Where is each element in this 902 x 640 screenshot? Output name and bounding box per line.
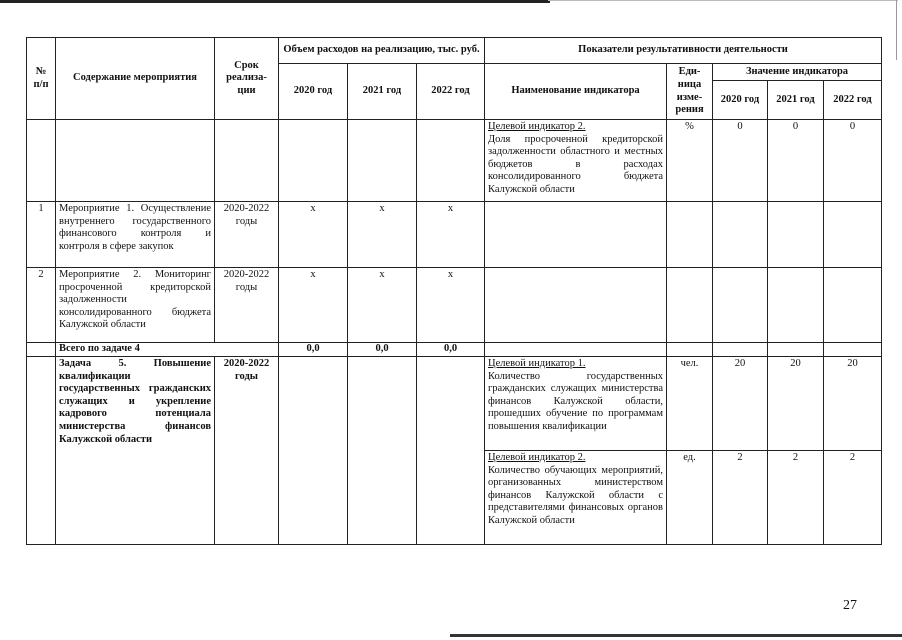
unit-header: Еди-ница изме-рения (667, 64, 713, 120)
exp-2020-header: 2020 год (279, 64, 348, 120)
table-row-total (27, 343, 882, 357)
value-cell: 2 (713, 451, 768, 545)
indicator-year-headers (713, 81, 881, 119)
val-2022-header: 2022 год (823, 81, 881, 119)
val-2020-header: 2020 год (720, 93, 760, 105)
header-row-1 (27, 38, 882, 64)
indicator-cell (485, 451, 667, 545)
value-cell: 2 (823, 451, 881, 545)
indicator-name-header: Наименование индикатора (485, 64, 667, 120)
indicators-group-header: Показатели результативности деятельности (485, 38, 882, 64)
task-content: Задача 5. Повышение квалификации государственных гражданских служащих и укрепление кадрового потенциала министерства финансов Калужской области (56, 357, 215, 545)
scan-edge-top-faint (548, 0, 898, 1)
unit-cell: ед. (667, 451, 713, 545)
value-cell: 0 (713, 120, 768, 202)
col-term-header: Срок реализа-ции (215, 38, 279, 120)
indicator-value-title: Значение индикатора (713, 64, 881, 81)
table-row-continuation (27, 120, 882, 202)
exp-2022-header: 2022 год (417, 64, 485, 120)
indicator-text: Количество обучающих мероприятий, организованных министерством финансов Калужской области с представителями финансовых органов Калужской области (488, 464, 663, 526)
value-cell: 2 (767, 451, 823, 545)
task-term: 2020-2022 годы (215, 357, 279, 545)
measure-content: Мероприятие 1. Осуществление внутреннего государственного финансового контроля и контроля в сфере закупок (56, 202, 215, 268)
col-content-header: Содержание мероприятия (56, 38, 215, 120)
indicator-title: Целевой индикатор 1. (488, 358, 586, 369)
expenses-group-header: Объем расходов на реализацию, тыс. руб. (279, 38, 485, 64)
page-number: 27 (843, 598, 857, 613)
table-row-task5-ind1 (27, 357, 882, 451)
unit-cell: % (667, 120, 713, 202)
indicator-title: Целевой индикатор 2. (488, 452, 586, 463)
expense-cell: х (348, 268, 417, 343)
total-label: Всего по задаче 4 (56, 343, 279, 357)
val-2021-header: 2021 год (767, 81, 823, 119)
expense-cell: х (279, 202, 348, 268)
indicator-text: Количество государственных гражданских служащих министерства финансов Калужской области, прошедших обучение по программам повышения квалификации (488, 370, 663, 432)
value-cell: 0 (767, 120, 823, 202)
measure-term: 2020-2022 годы (215, 268, 279, 343)
indicator-cell (485, 357, 667, 451)
scan-edge-right (896, 0, 897, 60)
expense-cell: х (348, 202, 417, 268)
total-cell: 0,0 (279, 343, 348, 357)
expense-cell: х (417, 202, 485, 268)
table-row-1 (27, 202, 882, 268)
indicator-value-header (713, 64, 882, 120)
measure-term: 2020-2022 годы (215, 202, 279, 268)
scan-edge-bottom (450, 634, 902, 637)
value-cell: 20 (767, 357, 823, 451)
value-cell: 0 (823, 120, 881, 202)
row-number: 2 (27, 268, 56, 343)
scan-edge-top (0, 0, 550, 3)
row-number: 1 (27, 202, 56, 268)
table-row-2 (27, 268, 882, 343)
unit-cell: чел. (667, 357, 713, 451)
program-table (26, 37, 882, 545)
expense-cell: х (279, 268, 348, 343)
value-cell: 20 (823, 357, 881, 451)
value-cell: 20 (713, 357, 768, 451)
col-num-header: № п/п (27, 38, 56, 120)
indicator-cell (485, 120, 667, 202)
total-cell: 0,0 (348, 343, 417, 357)
exp-2021-header: 2021 год (348, 64, 417, 120)
indicator-title: Целевой индикатор 2. (488, 121, 586, 132)
total-cell: 0,0 (417, 343, 485, 357)
measure-content: Мероприятие 2. Мониторинг просроченной кредиторской задолженности консолидированного бюджета Калужской области (56, 268, 215, 343)
expense-cell: х (417, 268, 485, 343)
indicator-text: Доля просроченной кредиторской задолженности областного и местных бюджетов в расходах консолидированного бюджета Калужской области (488, 133, 663, 195)
